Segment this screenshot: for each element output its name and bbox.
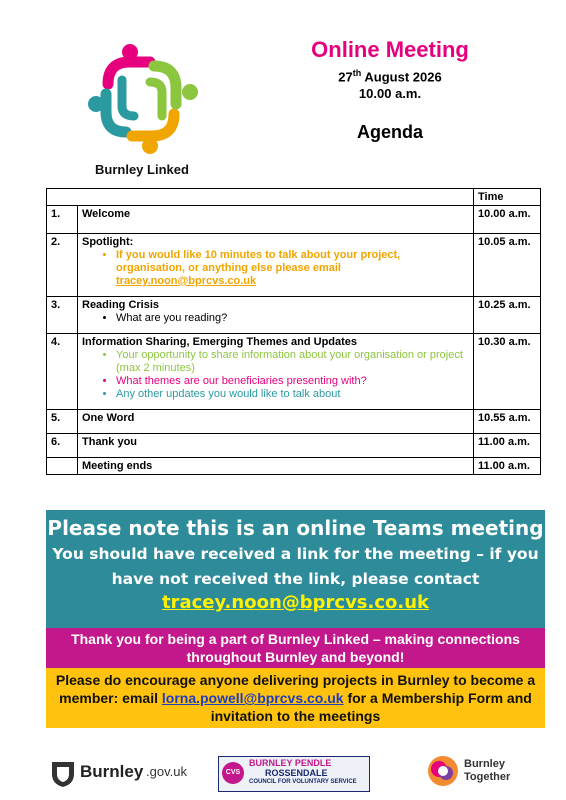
notice-heading: Please note this is an online Teams meeting [47,516,544,540]
brand-name: Burnley Linked [95,162,189,177]
table-row: 2. Spotlight: • If you would like 10 minutes to talk about your project, organisation, or anything else please email tracey.noon@bprcvs.co.uk 10.05 a.m. [47,234,541,297]
table-row: Meeting ends 11.00 a.m. [47,458,541,475]
logo-inner-green [150,82,162,116]
item-title: Meeting ends [78,458,474,475]
table-row: 1. Welcome 10.00 a.m. [47,206,541,234]
time-header: Time [474,189,541,206]
notice-text: You should have received a link for the meeting – if you have not received the link, please contact [52,545,539,588]
cvs-badge-icon: CVS [222,762,244,784]
item-title: Welcome [78,206,474,234]
list-item: • What themes are our beneficiaries presenting with? [116,375,469,388]
logo-arc-pink [108,62,150,84]
spotlight-email-link[interactable]: tracey.noon@bprcvs.co.uk [116,275,257,287]
logo-inner-teal [122,80,134,116]
burnley-linked-logo [88,44,198,154]
contact-email-link[interactable]: tracey.noon@bprcvs.co.uk [161,592,430,613]
table-row: 3. Reading Crisis • What are you reading? 10.25 a.m. [47,297,541,334]
table-row: 6. Thank you 11.00 a.m. [47,434,541,458]
agenda-heading: Agenda [356,122,423,142]
membership-email-link[interactable]: lorna.powell@bprcvs.co.uk [161,690,344,706]
meeting-date: 27th August 2026 [338,68,442,85]
item-title: One Word [78,410,474,434]
list-item: • What are you reading? [116,312,469,325]
crest-icon [48,758,78,788]
logo-head-green [182,84,198,100]
thanks-banner: Thank you for being a part of Burnley Linked – making connections throughout Burnley and beyond! [46,628,545,668]
list-item: • Any other updates you would like to talk about [116,388,469,401]
heart-icon [426,754,460,788]
item-title: Spotlight: [82,236,134,248]
burnley-together-logo: Burnley Together [426,752,546,792]
membership-banner: Please do encourage anyone delivering projects in Burnley to become a member: email lorna.powell@bprcvs.co.uk for a Membership Form and invitation to the meetings [46,668,545,728]
table-row: 5. One Word 10.55 a.m. [47,410,541,434]
burnley-council-logo: Burnley .gov.uk [48,752,178,792]
item-title: Reading Crisis [82,299,160,311]
item-title: Thank you [78,434,474,458]
page-title: Online Meeting [311,37,469,62]
agenda-table [46,188,541,475]
table-header-row [47,189,541,206]
cvs-logo: CVS BURNLEY PENDLE ROSSENDALE COUNCIL FOR VOLUNTARY SERVICE [218,756,370,792]
spotlight-bullet: • If you would like 10 minutes to talk about your project, organisation, or anything else please email tracey.noon@bprcvs.co.uk [116,249,469,288]
list-item: • Your opportunity to share information about your organisation or project (max 2 minutes) [116,349,469,375]
table-row: 4. Information Sharing, Emerging Themes and Updates • Your opportunity to share information about your organisation or project (max 2 minutes) • What themes are our beneficiaries presenting with? • Any other updates you would like to talk about 10.30 a.m. [47,334,541,410]
header-blank [47,189,474,206]
meeting-time: 10.00 a.m. [358,86,422,101]
teams-notice [46,510,545,628]
item-title: Information Sharing, Emerging Themes and Updates [82,336,358,348]
